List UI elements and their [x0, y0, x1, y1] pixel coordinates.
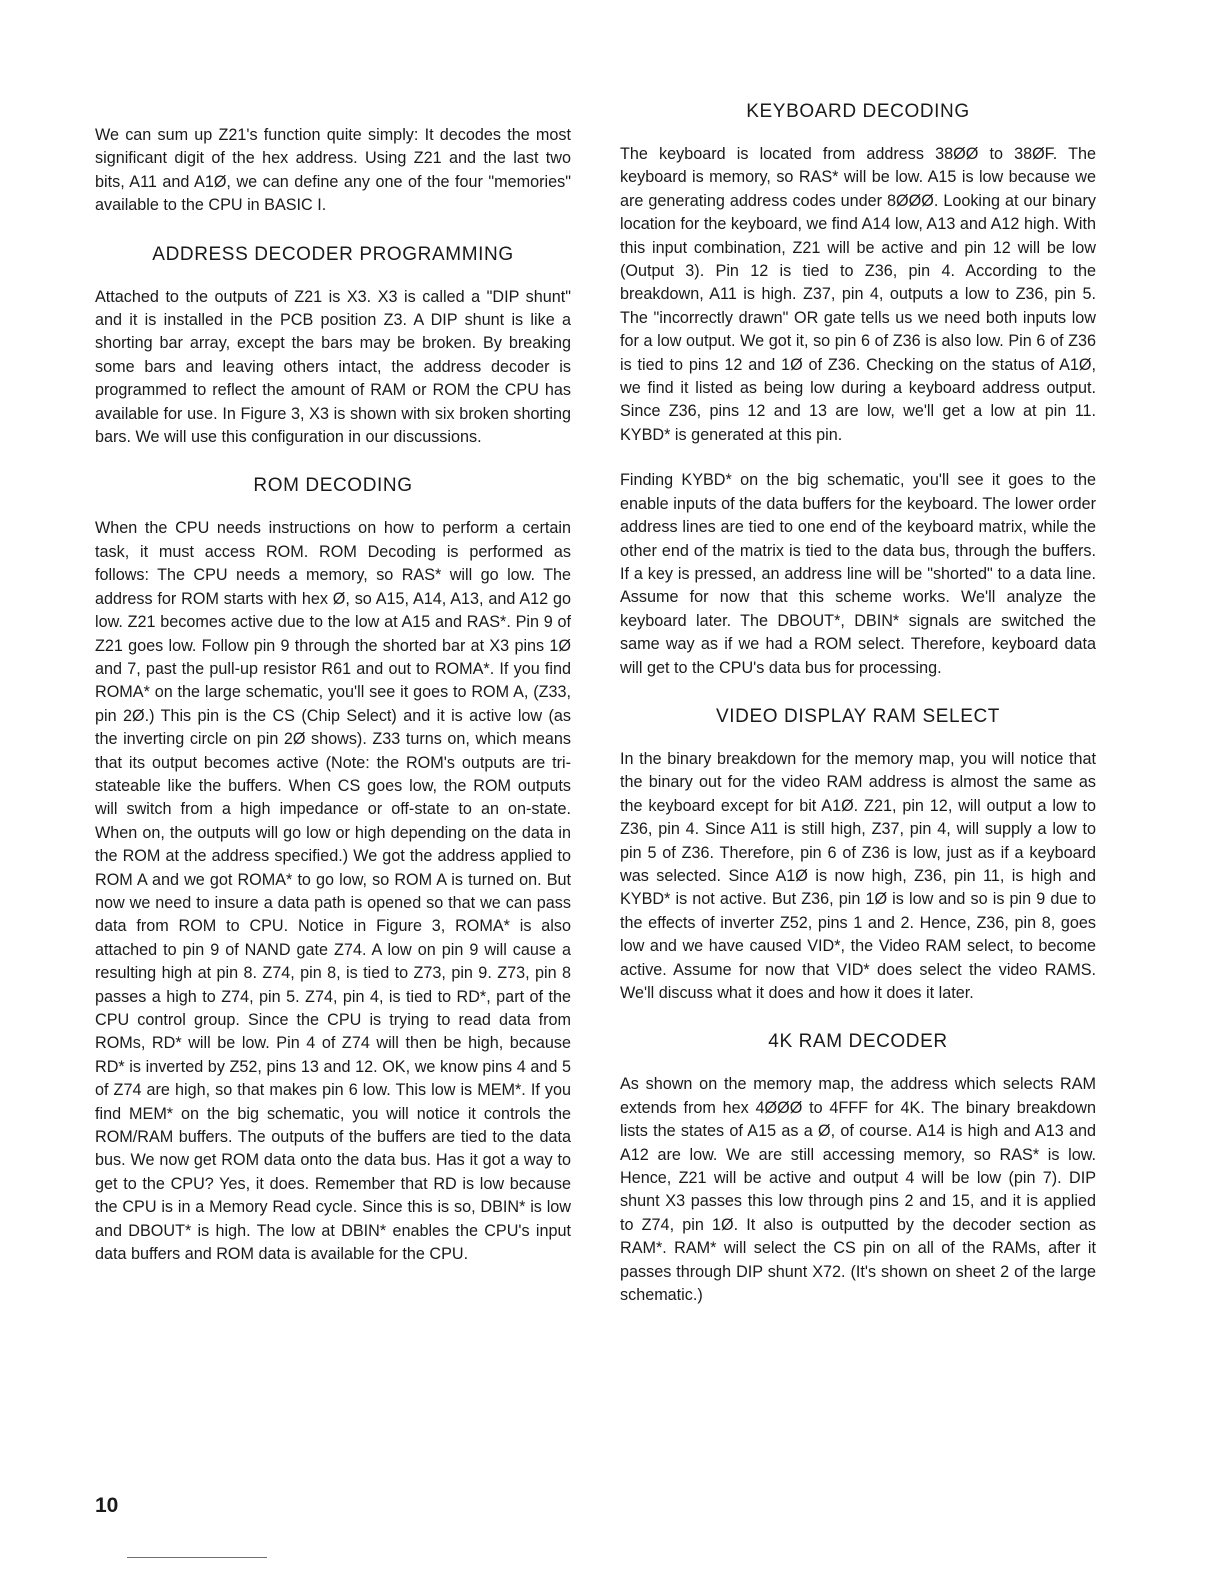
- 4k-ram-paragraph: As shown on the memory map, the address which selects RAM extends from hex 4ØØØ to 4FFF for 4K. The binary breakdown lists the states of A15 as a Ø, of course. A14 is high and A13 and A12 are low. We are still accessing memory, so RAS* is low. Hence, Z21 will be active and output 4 will be low (pin 7). DIP shunt X3 passes this low through pins 2 and 15, and it is applied to Z74, pin 1Ø. It also is outputted by the decoder section as RAM*. RAM* will select the CS pin on all of the RAMs, after it passes through DIP shunt X72. (It's shown on sheet 2 of the large schematic.): [620, 1075, 1096, 1305]
- intro-paragraph: We can sum up Z21's function quite simply: It decodes the most significant digit of the hex address. Using Z21 and the last two bits, A11 and A1Ø, we can define any one of the four "memories" available to the CPU in BASIC I.: [95, 126, 571, 215]
- heading-4k-ram-decoder: 4K RAM DECODER: [768, 1031, 948, 1053]
- address-decoder-paragraph: Attached to the outputs of Z21 is X3. X3 is called a "DIP shunt" and it is installed in the PCB position Z3. A DIP shunt is like a shorting bar array, except the bars may be broken. By breaking some bars and leaving others intact, the address decoder is programmed to reflect the amount of RAM or ROM the CPU has available for use. In Figure 3, X3 is shown with six broken shorting bars. We will use this configuration in our discussions.: [95, 287, 571, 447]
- page-number: 10: [95, 1494, 119, 1517]
- heading-rom-decoding: ROM DECODING: [253, 475, 413, 497]
- rom-decoding-paragraph: When the CPU needs instructions on how to perform a certain task, it must access ROM. ROM Decoding is performed as follows: The CPU needs a memory, so RAS* will go low. The address for ROM starts with hex Ø, so A15, A14, A13, and A12 go low. Z21 becomes active due to the low at A15 and RAS*. Pin 9 of Z21 goes low. Follow pin 9 through the shorted bar at X3 pins 1Ø and 7, past the pull-up resistor R61 and out to ROMA*. If you find ROMA* on the large schematic, you'll see it goes to ROM A, (Z33, pin 2Ø.) This pin is the CS (Chip Select) and it is active low (as the inverting circle on pin 2Ø shows). Z33 turns on, which means that its output becomes active (Note: the ROM's outputs are tri-stateable like the buffers. When CS goes low, the ROM outputs will switch from a high impedance or off-state to an on-state. When on, the outputs will go low or high depending on the data in the ROM at the address specified.) We got the address applied to ROM A and we got ROMA* to go low, so ROM A is turned on. But now we need to insure a data path is opened so that we can pass data from ROM to CPU. Notice in Figure 3, ROMA* is also attached to pin 9 of NAND gate Z74. A low on pin 9 will cause a resulting high at pin 8. Z74, pin 8, is tied to Z73, pin 9. Z73, pin 8 passes a high to Z74, pin 5. Z74, pin 4, is tied to RD*, part of the CPU control group. Since the CPU is trying to read data from ROMs, RD* will be low. Pin 4 of Z74 will then be high, because RD* is inverted by Z52, pins 13 and 12. OK, we know pins 4 and 5 of Z74 are high, so that makes pin 6 low. This low is MEM*. If you find MEM* on the big schematic, you will notice it controls the ROM/RAM buffers. The outputs of the buffers are tied to the data bus. We now get ROM data onto the data bus. Has it got a way to get to the CPU? Yes, it does. Remember that RD is low because the CPU is in a Memory Read cycle. Since this is so, DBIN* is low and DBOUT* is high. The low at DBIN* enables the CPU's input data buffers and ROM data is available for the CPU.: [95, 519, 571, 1264]
- keyboard-decoding-paragraph: The keyboard is located from address 38ØØ to 38ØF. The keyboard is memory, so RAS* will be low. A15 is low because we are generating address codes under 8ØØØ. Looking at our binary location for the keyboard, we find A14 low, A13 and A12 high. With this input combination, Z21 will be active and pin 12 will be low (Output 3). Pin 12 is tied to Z36, pin 4. According to the breakdown, A11 is high. Z37, pin 4, outputs a low to Z36, pin 5. The "incorrectly drawn" OR gate tells us we need both inputs low for a low output. We got it, so pin 6 of Z36 is also low. Pin 6 of Z36 is tied to pins 12 and 1Ø of Z36. Checking on the status of A1Ø, we find it listed as being low during a keyboard address output. Since Z36, pins 12 and 13 are low, we'll get a low at pin 11. KYBD* is generated at this pin.: [620, 145, 1096, 444]
- video-ram-paragraph: In the binary breakdown for the memory map, you will notice that the binary out for the video RAM address is almost the same as the keyboard except for bit A1Ø. Z21, pin 12, will output a low to Z36, pin 4. Since A11 is still high, Z37, pin 4, will supply a low to pin 5 of Z36. Therefore, pin 6 of Z36 is low, just as if a keyboard was selected. Since A1Ø is now high, Z36, pin 11, is high and KYBD* is not active. But Z36, pin 1Ø is low and so is pin 9 due to the effects of inverter Z52, pins 1 and 2. Hence, Z36, pin 8, goes low and we have caused VID*, the Video RAM select, to become active. Assume for now that VID* does select the video RAMS. We'll discuss what it does and how it does it later.: [620, 749, 1096, 1002]
- heading-address-decoder-programming: ADDRESS DECODER PROGRAMMING: [152, 243, 514, 265]
- heading-keyboard-decoding: KEYBOARD DECODING: [746, 101, 970, 122]
- right-column: [620, 101, 1096, 1307]
- footer-rule: [127, 1557, 267, 1558]
- left-column: [95, 124, 571, 1266]
- kybd-schematic-paragraph: Finding KYBD* on the big schematic, you'll see it goes to the enable inputs of the data buffers for the keyboard. The lower order address lines are tied to one end of the keyboard matrix, while the other end of the matrix is tied to the data bus, through the buffers. If a key is pressed, an address line will be "shorted" to a data line. Assume for now that this scheme works. We'll analyze the keyboard later. The DBOUT*, DBIN* signals are switched the same way as if we had a ROM select. Therefore, keyboard data will get to the CPU's data bus for processing.: [620, 471, 1096, 677]
- heading-video-display-ram-select: VIDEO DISPLAY RAM SELECT: [716, 705, 1000, 727]
